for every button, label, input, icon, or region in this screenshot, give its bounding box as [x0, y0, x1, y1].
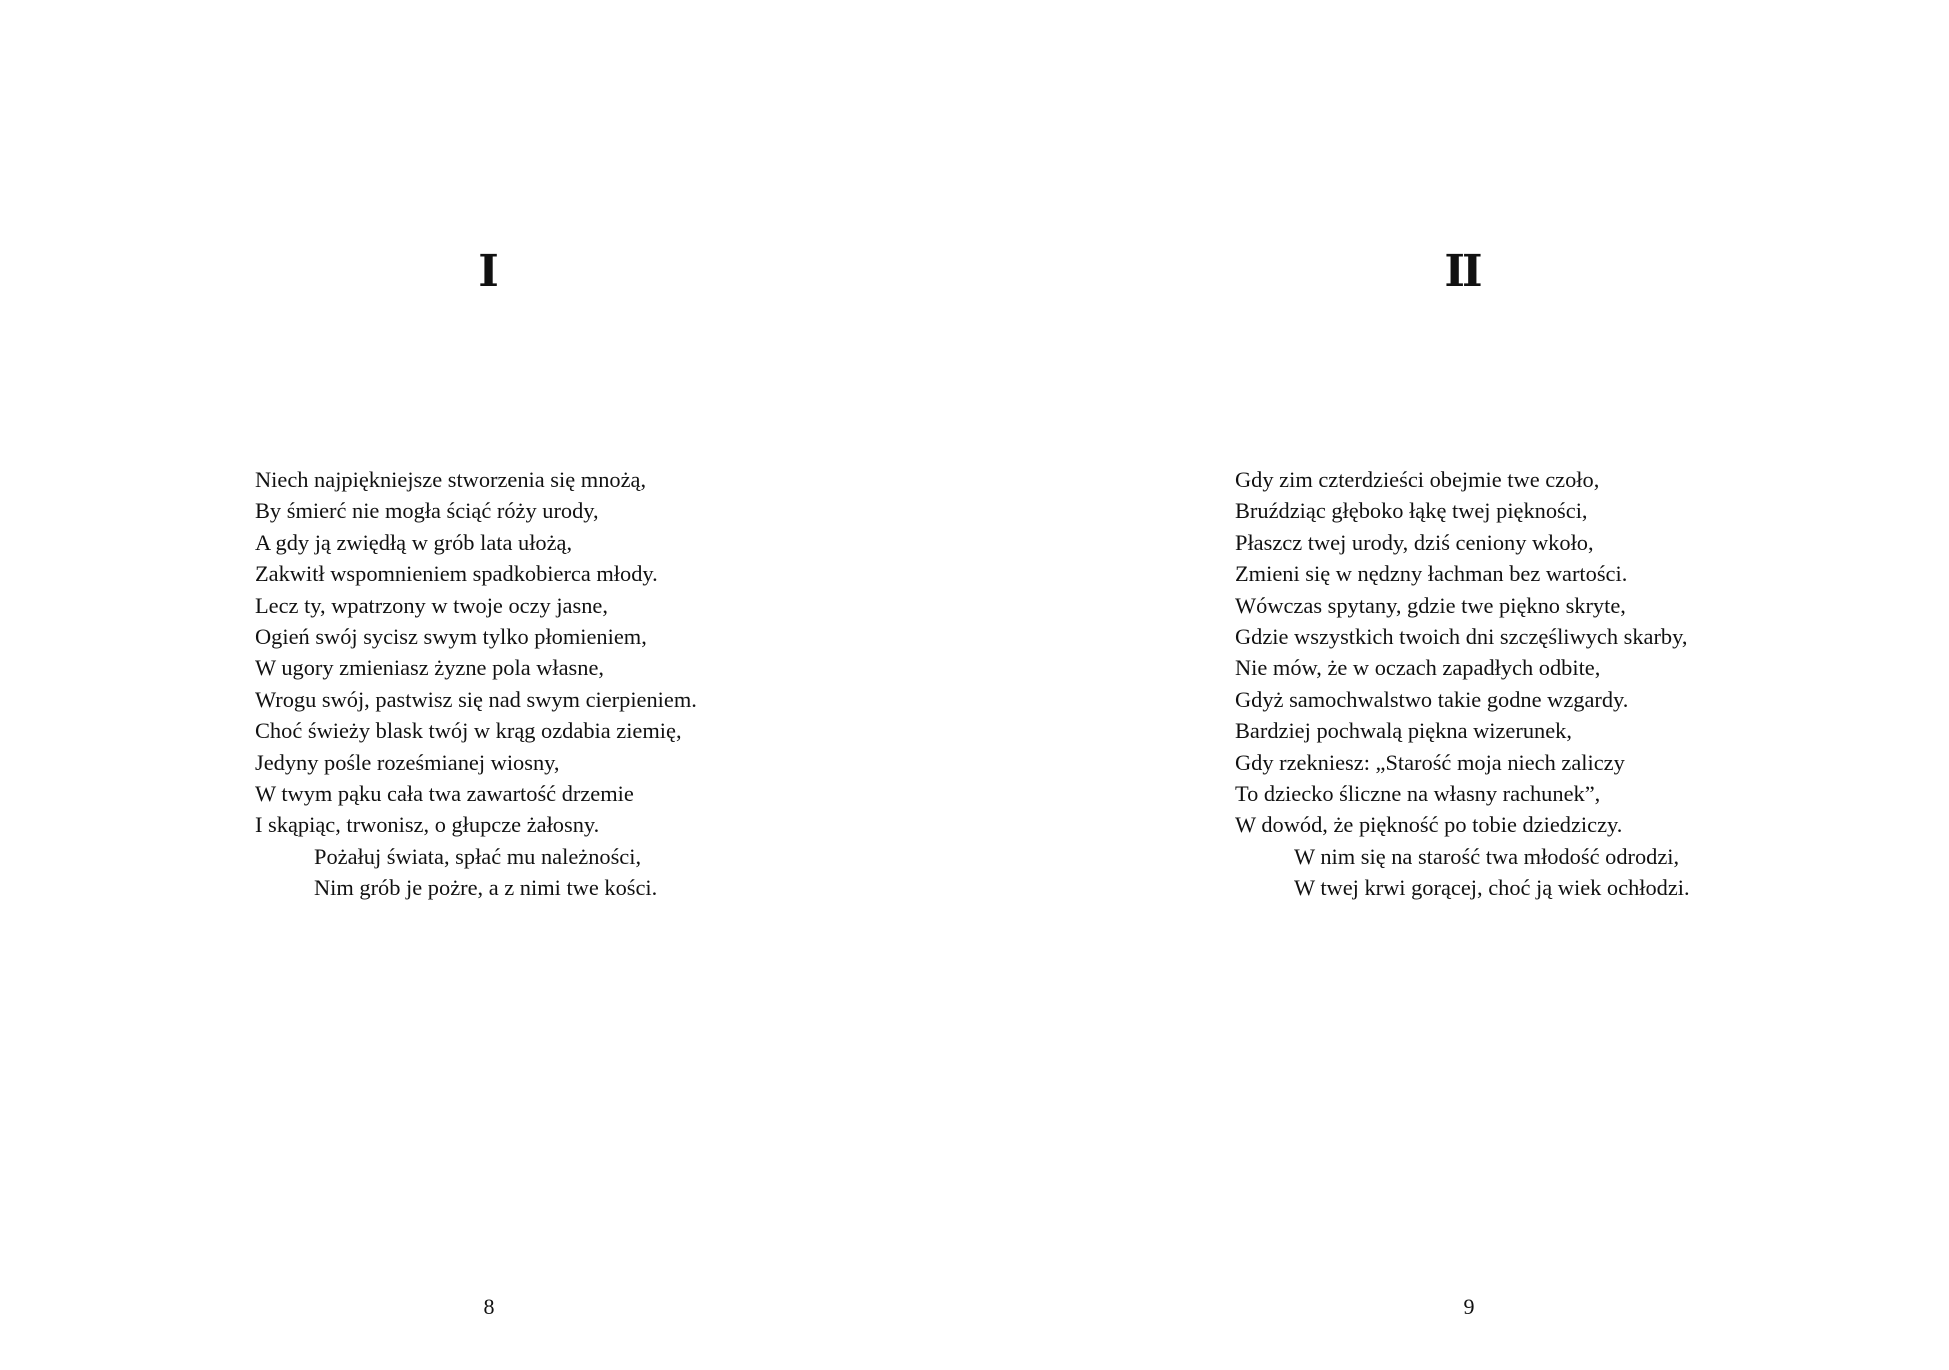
- couplet-line: Nim grób je pożre, a z nimi twe kości.: [314, 875, 658, 901]
- verse-line: I skąpiąc, trwonisz, o głupcze żałosny.: [255, 812, 600, 838]
- verse-line: A gdy ją zwiędłą w grób lata ułożą,: [255, 529, 573, 555]
- verse-line: Bardziej pochwalą piękna wizerunek,: [1235, 718, 1572, 744]
- verse-line: Gdy zim czterdzieści obejmie twe czoło,: [1235, 467, 1600, 492]
- verse-line: Gdyż samochwalstwo takie godne wzgardy.: [1235, 686, 1629, 712]
- verse-line: W ugory zmieniasz żyzne pola własne,: [255, 655, 605, 681]
- verse-line: Jedyny pośle roześmianej wiosny,: [255, 749, 560, 775]
- sonnet-number: I: [478, 246, 496, 297]
- verse-line: Choć świeży blask twój w krąg ozdabia ziemię,: [255, 718, 682, 744]
- page-number: 9: [1463, 1294, 1475, 1319]
- verse-line: Wówczas spytany, gdzie twe piękno skryte,: [1235, 592, 1626, 618]
- verse-line: W dowód, że piękność po tobie dziedziczy.: [1235, 812, 1623, 838]
- verse-line: Zmieni się w nędzny łachman bez wartości.: [1235, 561, 1628, 587]
- couplet-line: W twej krwi gorącej, choć ją wiek ochłodzi.: [1294, 875, 1690, 901]
- couplet-line: W nim się na starość twa młodość odrodzi,: [1294, 843, 1680, 869]
- sonnet-text: [255, 464, 697, 904]
- verse-line: Bruździąc głęboko łąkę twej piękności,: [1235, 498, 1588, 524]
- verse-line: Gdzie wszystkich twoich dni szczęśliwych skarby,: [1235, 624, 1688, 650]
- verse-line: Wrogu swój, pastwisz się nad swym cierpieniem.: [255, 686, 697, 712]
- right-page: [975, 0, 1949, 1370]
- couplet-line: Pożałuj świata, spłać mu należności,: [314, 843, 642, 869]
- verse-line: W twym pąku cała twa zawartość drzemie: [255, 781, 634, 807]
- verse-line: Gdy rzekniesz: „Starość moja niech zaliczy: [1235, 749, 1625, 775]
- verse-line: Nie mów, że w oczach zapadłych odbite,: [1235, 655, 1601, 681]
- verse-line: Niech najpiękniejsze stworzenia się mnożą,: [255, 467, 647, 492]
- page-number: 8: [483, 1294, 495, 1319]
- verse-line: Zakwitł wspomnieniem spadkobierca młody.: [255, 561, 658, 587]
- left-page: [0, 0, 974, 1370]
- verse-line: Lecz ty, wpatrzony w twoje oczy jasne,: [255, 592, 608, 618]
- verse-line: Ogień swój sycisz swym tylko płomieniem,: [255, 624, 647, 650]
- verse-line: By śmierć nie mogła ściąć róży urody,: [255, 498, 599, 524]
- verse-line: To dziecko śliczne na własny rachunek”,: [1235, 781, 1601, 807]
- sonnet-text: [1235, 464, 1690, 904]
- verse-line: Płaszcz twej urody, dziś ceniony wkoło,: [1235, 529, 1594, 555]
- sonnet-number: II: [1444, 246, 1480, 297]
